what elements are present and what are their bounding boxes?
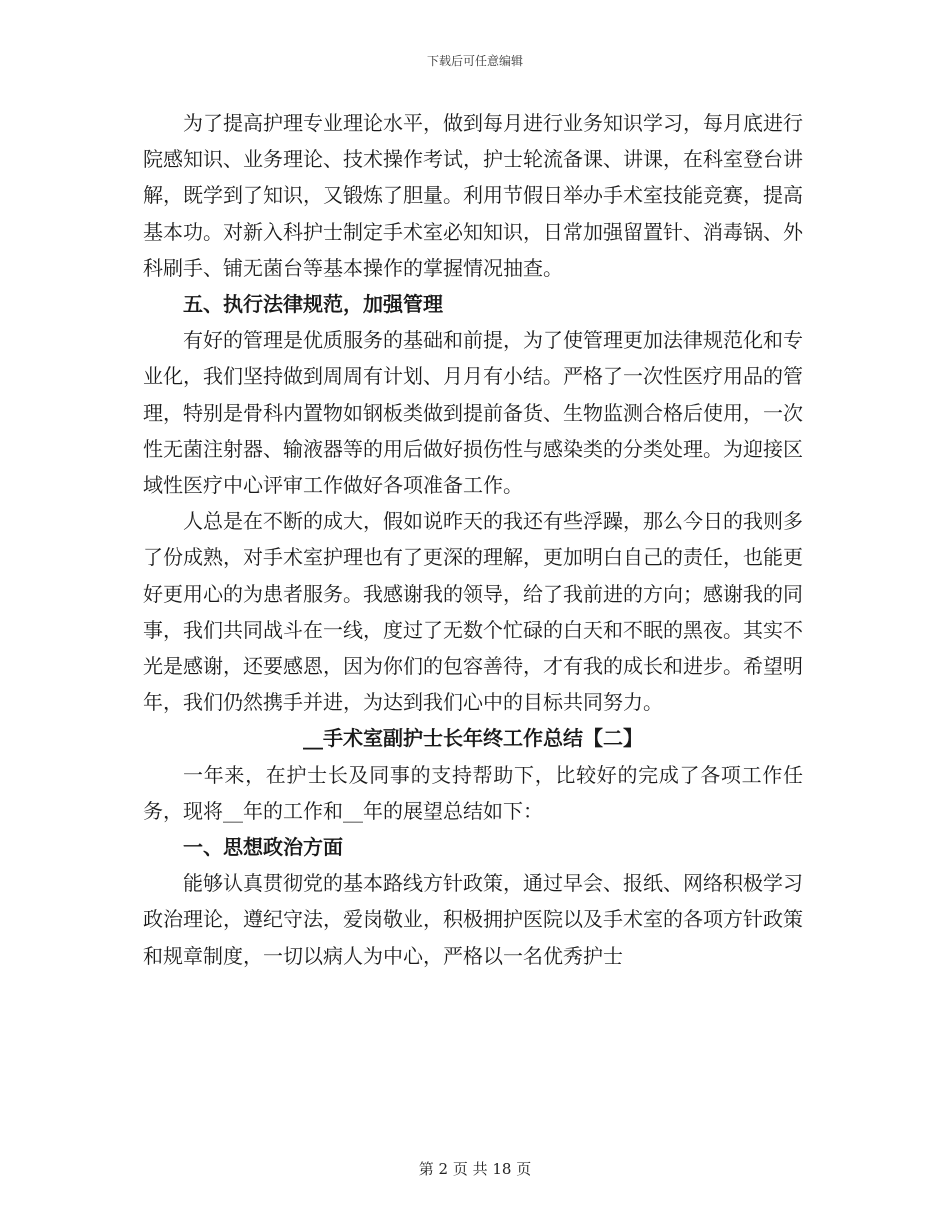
paragraph-management: 有好的管理是优质服务的基础和前提，为了使管理更加法律规范化和专业化，我们坚持做到周周有计划、月月有小结。严格了一次性医疗用品的管理，特别是骨科内置物如钢板类做到提前备货、生物监测合格后使用，一次性无菌注射器、输液器等的用后做好损伤性与感染类的分类处理。为迎接区域性医疗中心评审工作做好各项准备工作。 <box>143 328 803 498</box>
section-heading-5: 五、执行法律规范，加强管理 <box>183 292 443 317</box>
paragraph-intro-2: 一年来，在护士长及同事的支持帮助下，比较好的完成了各项工作任务，现将__年的工作和__年的展望总结如下： <box>143 762 803 823</box>
document-body <box>143 105 803 974</box>
paragraph-training: 为了提高护理专业理论水平，做到每月进行业务知识学习，每月底进行院感知识、业务理论、技术操作考试，护士轮流备课、讲课，在科室登台讲解，既学到了知识，又锻炼了胆量。利用节假日举办手术室技能竞赛，提高基本功。对新入科护士制定手术室必知知识，日常加强留置针、消毒锅、外科刷手、铺无菌台等基本操作的掌握情况抽查。 <box>143 111 803 280</box>
paragraph-political: 能够认真贯彻党的基本路线方针政策，通过早会、报纸、网络积极学习政治理论，遵纪守法，爱岗敬业，积极拥护医院以及手术室的各项方针政策和规章制度，一切以病人为中心，严格以一名优秀护士 <box>143 871 803 968</box>
page-header: 下载后可任意编辑 <box>426 54 523 68</box>
paragraph-reflection: 人总是在不断的成大，假如说昨天的我还有些浮躁，那么今日的我则多了份成熟，对手术室护理也有了更深的理解，更加明白自己的责任，也能更好更用心的为患者服务。我感谢我的领导，给了我前进的方向；感谢我的同事，我们共同战斗在一线，度过了无数个忙碌的白天和不眠的黑夜。其实不光是感谢，还要感恩，因为你们的包容善待，才有我的成长和进步。希望明年，我们仍然携手并进，为达到我们心中的目标共同努力。 <box>143 509 803 715</box>
section-heading-1: 一、思想政治方面 <box>183 835 343 860</box>
page-number: 第 2 页 共 18 页 <box>418 1160 532 1178</box>
document-title-2: __手术室副护士长年终工作总结【二】 <box>303 726 643 751</box>
